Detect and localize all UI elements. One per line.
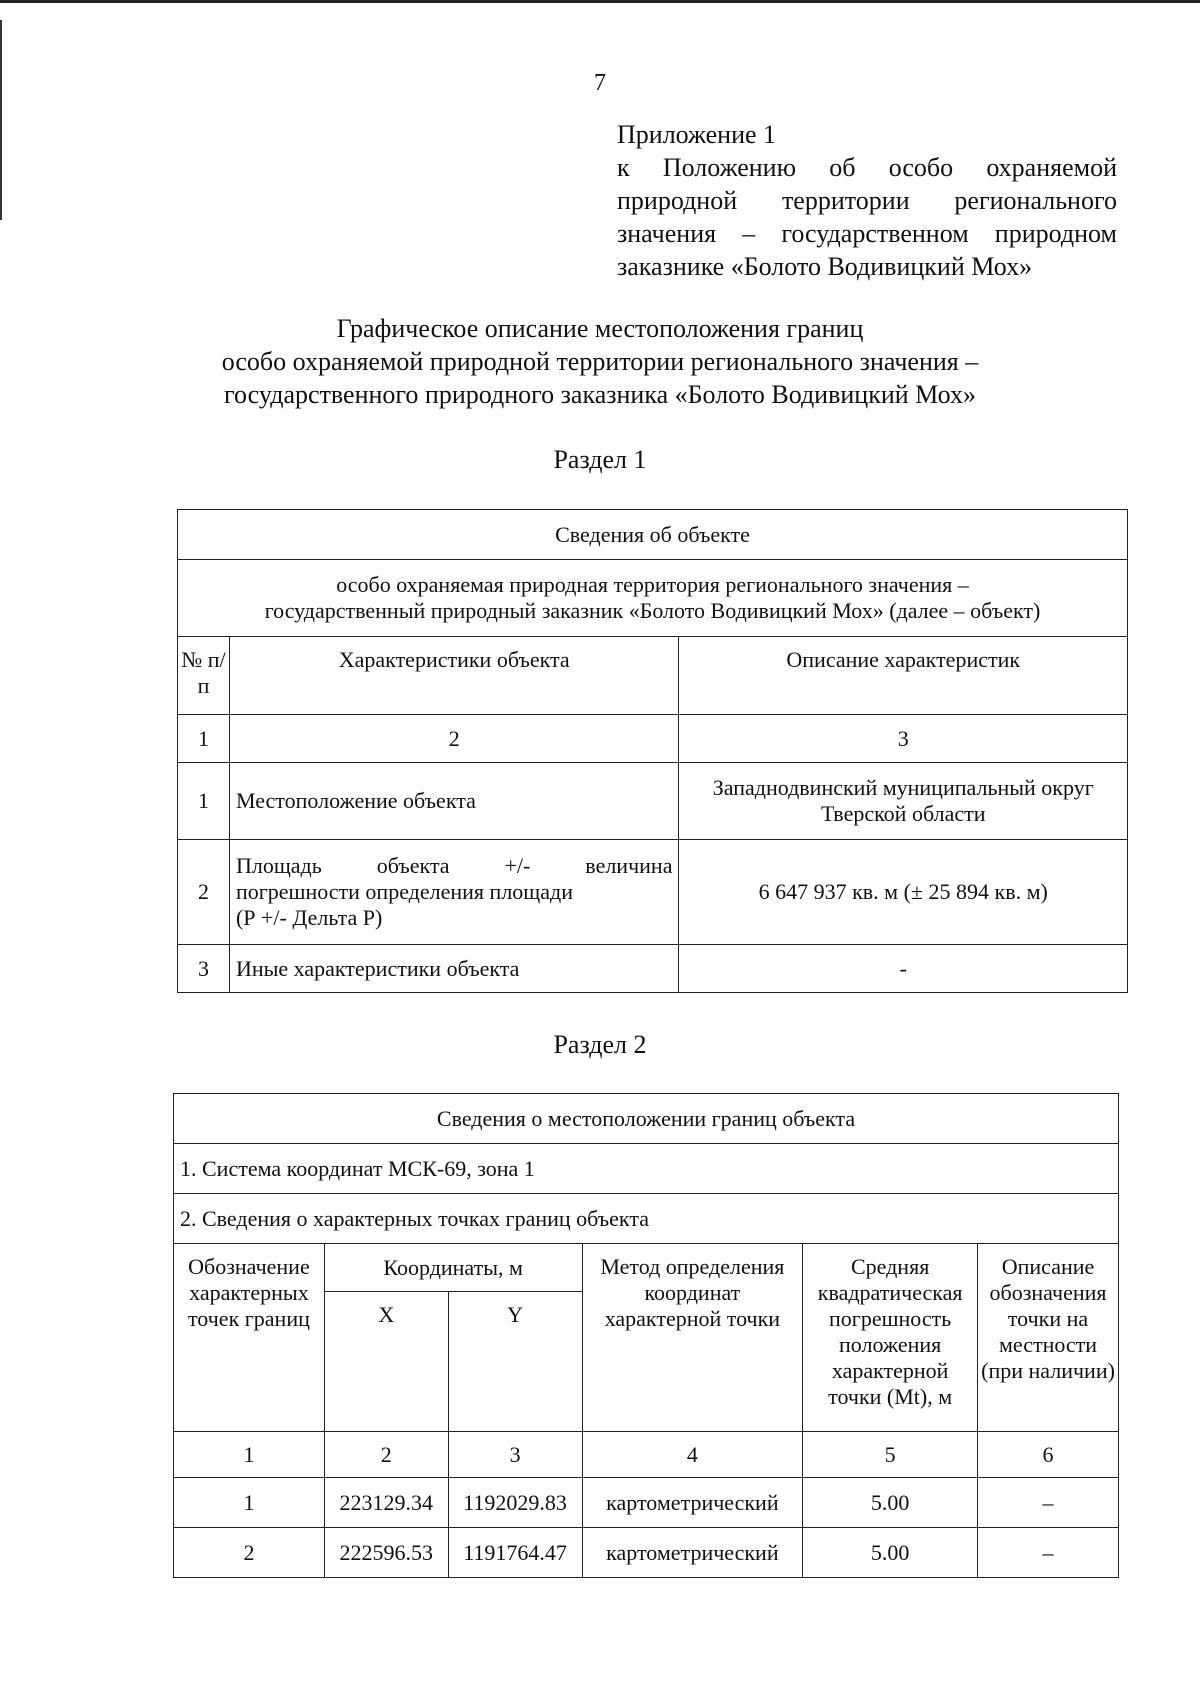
point-id: 1 (174, 1478, 325, 1528)
appendix-line: к Положению об особо охраняемой (617, 153, 1117, 182)
row-characteristic-line: Площадь объекта +/- величина (235, 853, 673, 878)
object-name-line: особо охраняемая природная территория регионального значения – (336, 572, 969, 597)
points-title: 2. Сведения о характерных точках границ объекта (174, 1194, 1119, 1244)
row-characteristic: Иные характеристики объекта (229, 945, 679, 993)
table-title: Сведения об объекте (178, 510, 1128, 560)
table-title-row (174, 1094, 1119, 1144)
point-y: 1191764.47 (448, 1528, 582, 1578)
point-x: 223129.34 (324, 1478, 448, 1528)
appendix-label: Приложение 1 (617, 120, 777, 149)
column-number: 4 (582, 1432, 803, 1478)
table-row (178, 945, 1128, 993)
table-row (178, 763, 1128, 840)
appendix-block (617, 118, 1117, 283)
point-id: 2 (174, 1528, 325, 1578)
column-number: 3 (448, 1432, 582, 1478)
appendix-line: природной территории регионального (617, 186, 1117, 215)
title-line: особо охраняемой природной территории регионального значения – (221, 347, 979, 376)
point-error: 5.00 (803, 1528, 978, 1578)
object-name-line: государственный природный заказник «Болото Водивицкий Мох» (далее – объект) (264, 598, 1041, 623)
column-number: 6 (978, 1432, 1119, 1478)
row-characteristic: Местоположение объекта (229, 763, 679, 840)
boundary-points-table (173, 1093, 1119, 1578)
point-method: картометрический (582, 1478, 803, 1528)
row-number: 1 (178, 763, 230, 840)
table-row (174, 1478, 1119, 1528)
column-number: 1 (174, 1432, 325, 1478)
header-coordinates: Координаты, м (324, 1244, 582, 1292)
row-characteristic-line: (Р +/- Дельта Р) (235, 905, 383, 930)
points-title-row (174, 1194, 1119, 1244)
coordinate-system: 1. Система координат МСК-69, зона 1 (174, 1144, 1119, 1194)
header-point-description: Описание обозначения точки на местности (при наличии) (978, 1244, 1119, 1432)
point-error: 5.00 (803, 1478, 978, 1528)
object-name-row (178, 560, 1128, 637)
column-numbers-row (174, 1432, 1119, 1478)
header-num: № п/п (178, 637, 230, 715)
header-description: Описание характеристик (679, 637, 1128, 715)
column-number: 2 (324, 1432, 448, 1478)
column-number: 5 (803, 1432, 978, 1478)
row-characteristic-line: погрешности определения площади (235, 879, 573, 904)
section-1-heading: Раздел 1 (553, 445, 647, 474)
page-number: 7 (594, 70, 606, 96)
table-row (178, 840, 1128, 945)
point-x: 222596.53 (324, 1528, 448, 1578)
appendix-line: заказнике «Болото Водивицкий Мох» (617, 252, 1033, 281)
column-numbers-row (178, 715, 1128, 763)
header-y: Y (448, 1292, 582, 1432)
title-line: государственного природного заказника «Болото Водивицкий Мох» (224, 380, 976, 409)
point-description: – (978, 1478, 1119, 1528)
coordinate-system-row (174, 1144, 1119, 1194)
appendix-line: значения – государственном природном (617, 219, 1117, 248)
header-point: Обозначение характерных точек границ (174, 1244, 325, 1432)
title-line: Графическое описание местоположения границ (336, 314, 864, 343)
object-name (178, 560, 1128, 637)
document-title (0, 312, 1200, 411)
header-row (174, 1244, 1119, 1292)
object-info-table (177, 509, 1128, 993)
header-method: Метод определения координат характерной точки (582, 1244, 803, 1432)
column-number: 2 (229, 715, 679, 763)
table-row (174, 1528, 1119, 1578)
header-error: Средняя квадратическая погрешность положения характерной точки (Mt), м (803, 1244, 978, 1432)
row-description: 6 647 937 кв. м (± 25 894 кв. м) (679, 840, 1128, 945)
column-number: 3 (679, 715, 1128, 763)
row-characteristic (229, 840, 679, 945)
row-number: 3 (178, 945, 230, 993)
header-x: X (324, 1292, 448, 1432)
column-number: 1 (178, 715, 230, 763)
table-title-row (178, 510, 1128, 560)
point-y: 1192029.83 (448, 1478, 582, 1528)
scan-top-edge (0, 0, 1200, 3)
row-description: Западнодвинский муниципальный округ Тверской области (679, 763, 1128, 840)
point-method: картометрический (582, 1528, 803, 1578)
table-title: Сведения о местоположении границ объекта (174, 1094, 1119, 1144)
scan-left-edge (0, 20, 2, 220)
section-2-heading: Раздел 2 (553, 1030, 647, 1059)
row-description: - (679, 945, 1128, 993)
header-row (178, 637, 1128, 715)
header-characteristic: Характеристики объекта (229, 637, 679, 715)
point-description: – (978, 1528, 1119, 1578)
row-number: 2 (178, 840, 230, 945)
